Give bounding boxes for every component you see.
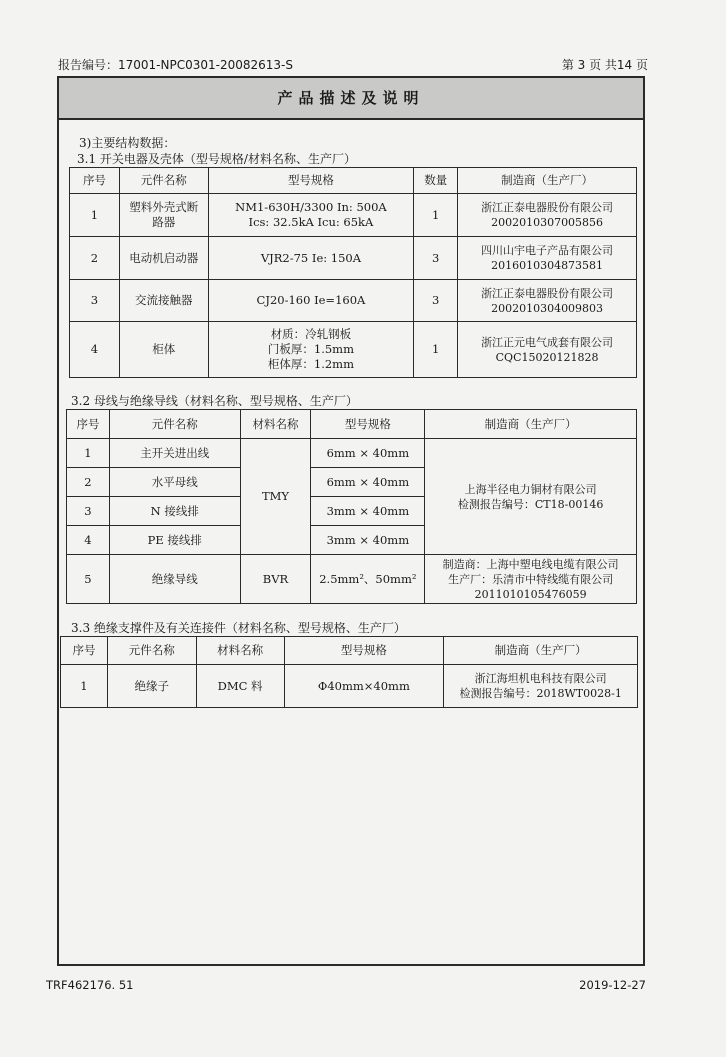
col-header: 型号规格 (311, 410, 425, 439)
cell-no: 3 (70, 280, 120, 322)
col-header: 型号规格 (284, 637, 444, 665)
table-header-row (70, 168, 637, 194)
cell-no: 1 (70, 194, 120, 237)
cell-spec: VJR2-75 Ie: 150A (208, 237, 414, 280)
section-3-3-heading: 3.3 绝缘支撑件及有关连接件（材料名称、型号规格、生产厂） (71, 621, 406, 635)
cell-qty: 1 (414, 194, 458, 237)
cell-name: 塑料外壳式断 路器 (119, 194, 208, 237)
table-row (67, 555, 637, 604)
cell-mfr: 上海半径电力铜材有限公司 检测报告编号：CT18-00146 (425, 439, 637, 555)
cell-name: 绝缘子 (107, 665, 196, 708)
section-3-2-heading: 3.2 母线与绝缘导线（材料名称、型号规格、生产厂） (71, 394, 358, 408)
page-title: 产品描述及说明 (59, 78, 643, 120)
cell-no: 2 (70, 237, 120, 280)
cell-mfr: 浙江海坦机电科技有限公司 检测报告编号：2018WT0028-1 (444, 665, 638, 708)
cell-qty: 1 (414, 322, 458, 378)
cell-spec: Φ40mm×40mm (284, 665, 444, 708)
col-header: 制造商（生产厂） (458, 168, 637, 194)
cell-spec: NM1-630H/3300 In: 500A Ics: 32.5kA Icu: 65kA (208, 194, 414, 237)
cell-mfr: 制造商：上海中塑电线电缆有限公司 生产厂：乐清市中特线缆有限公司 2011010105476059 (425, 555, 637, 604)
cell-spec: 2.5mm²、50mm² (311, 555, 425, 604)
table-switchgear (69, 167, 637, 378)
col-header: 序号 (70, 168, 120, 194)
col-header: 序号 (67, 410, 110, 439)
cell-no: 4 (70, 322, 120, 378)
cell-spec: 6mm × 40mm (311, 468, 425, 497)
section-3-heading: 3)主要结构数据： (79, 136, 176, 150)
table-header-row (67, 410, 637, 439)
col-header: 制造商（生产厂） (425, 410, 637, 439)
cell-no: 4 (67, 526, 110, 555)
cell-material: DMC 料 (196, 665, 284, 708)
col-header: 数量 (414, 168, 458, 194)
col-header: 材料名称 (196, 637, 284, 665)
cell-name: 电动机启动器 (119, 237, 208, 280)
cell-mfr: 浙江正泰电器股份有限公司 2002010304009803 (458, 280, 637, 322)
table-row (67, 439, 637, 468)
cell-name: PE 接线排 (109, 526, 240, 555)
cell-material: BVR (240, 555, 311, 604)
cell-no: 5 (67, 555, 110, 604)
table-row (70, 280, 637, 322)
col-header: 材料名称 (240, 410, 311, 439)
table-insulator (60, 636, 638, 708)
footer-form-number: TRF462176. 51 (46, 978, 134, 992)
cell-qty: 3 (414, 237, 458, 280)
table-row (70, 322, 637, 378)
col-header: 元件名称 (109, 410, 240, 439)
table-header-row (61, 637, 638, 665)
cell-name: 主开关进出线 (109, 439, 240, 468)
section-3-1-heading: 3.1 开关电器及壳体（型号规格/材料名称、生产厂） (77, 152, 356, 166)
cell-no: 1 (61, 665, 108, 708)
cell-spec: 3mm × 40mm (311, 497, 425, 526)
page-header (58, 56, 648, 74)
cell-name: 绝缘导线 (109, 555, 240, 604)
cell-spec: 3mm × 40mm (311, 526, 425, 555)
table-busbar (66, 409, 637, 604)
footer-date: 2019-12-27 (579, 978, 646, 992)
table-row (70, 194, 637, 237)
cell-spec: 材质：冷轧钢板 门板厚：1.5mm 柜体厚：1.2mm (208, 322, 414, 378)
cell-no: 2 (67, 468, 110, 497)
report-number: 报告编号：17001-NPC0301-20082613-S (58, 58, 293, 72)
cell-spec: 6mm × 40mm (311, 439, 425, 468)
cell-no: 1 (67, 439, 110, 468)
cell-qty: 3 (414, 280, 458, 322)
cell-mfr: 浙江正元电气成套有限公司 CQC15020121828 (458, 322, 637, 378)
cell-mfr: 浙江正泰电器股份有限公司 2002010307005856 (458, 194, 637, 237)
col-header: 型号规格 (208, 168, 414, 194)
cell-name: N 接线排 (109, 497, 240, 526)
col-header: 元件名称 (107, 637, 196, 665)
cell-mfr: 四川山宇电子产品有限公司 2016010304873581 (458, 237, 637, 280)
col-header: 元件名称 (119, 168, 208, 194)
page-number: 第 3 页 共14 页 (561, 58, 648, 72)
content-frame (57, 76, 645, 966)
cell-name: 水平母线 (109, 468, 240, 497)
table-row (61, 665, 638, 708)
col-header: 制造商（生产厂） (444, 637, 638, 665)
cell-no: 3 (67, 497, 110, 526)
cell-material: TMY (240, 439, 311, 555)
cell-name: 柜体 (119, 322, 208, 378)
cell-name: 交流接触器 (119, 280, 208, 322)
cell-spec: CJ20-160 Ie=160A (208, 280, 414, 322)
table-row (70, 237, 637, 280)
col-header: 序号 (61, 637, 108, 665)
